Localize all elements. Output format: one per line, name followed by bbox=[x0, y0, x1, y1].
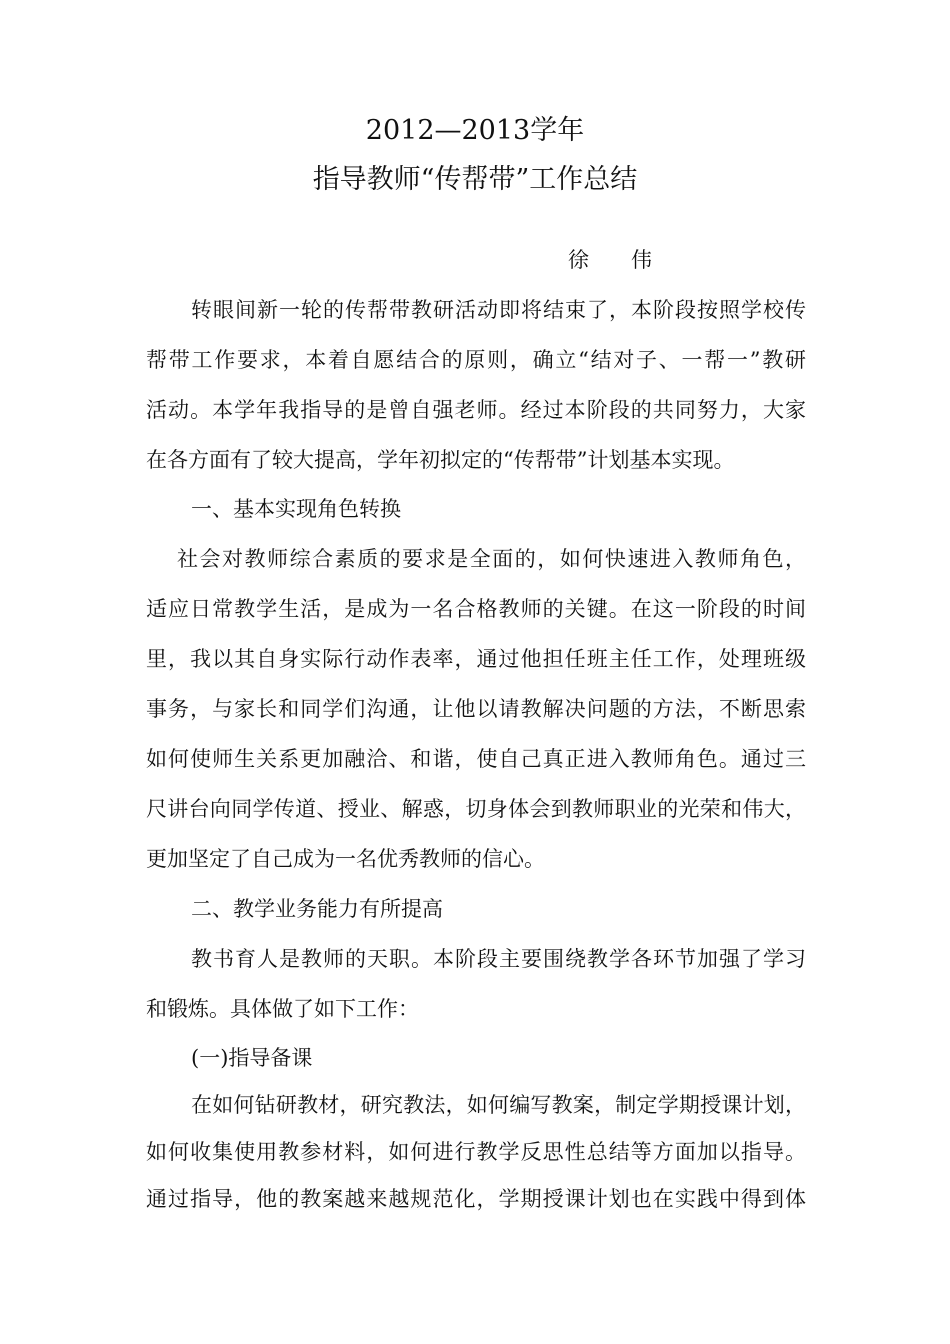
paragraph-line: 通过指导，他的教案越来越规范化，学期授课计划也在实践中得到体 bbox=[146, 1187, 806, 1211]
paragraph-line: 在各方面有了较大提高，学年初拟定的“传帮带”计划基本实现。 bbox=[146, 448, 735, 472]
author-given-name: 伟 bbox=[631, 248, 652, 272]
section-heading: 一、基本实现角色转换 bbox=[191, 497, 401, 521]
paragraph-line: 更加坚定了自己成为一名优秀教师的信心。 bbox=[146, 847, 545, 871]
author-name bbox=[568, 242, 652, 278]
paragraph-line: 在如何钻研教材，研究教法，如何编写教案，制定学期授课计划， bbox=[191, 1093, 806, 1117]
paragraph-line: 活动。本学年我指导的是曾自强老师。经过本阶段的共同努力，大家 bbox=[146, 398, 806, 422]
document-title-year: 2012—2013学年 bbox=[365, 115, 585, 146]
paragraph-line: 帮带工作要求，本着自愿结合的原则，确立“结对子、一帮一”教研 bbox=[146, 348, 806, 372]
paragraph-line: 如何收集使用教参材料，如何进行教学反思性总结等方面加以指导。 bbox=[146, 1140, 806, 1164]
section-heading: 二、教学业务能力有所提高 bbox=[191, 897, 443, 921]
paragraph-line: 如何使师生关系更加融洽、和谐，使自己真正进入教师角色。通过三 bbox=[146, 747, 806, 771]
paragraph-line: 事务，与家长和同学们沟通，让他以请教解决问题的方法，不断思索 bbox=[146, 697, 806, 721]
paragraph-line: 尺讲台向同学传道、授业、解惑，切身体会到教师职业的光荣和伟大， bbox=[146, 797, 806, 821]
paragraph-line: 社会对教师综合素质的要求是全面的，如何快速进入教师角色， bbox=[177, 547, 806, 571]
subsection-heading: (一)指导备课 bbox=[191, 1046, 313, 1070]
paragraph-line: 适应日常教学生活，是成为一名合格教师的关键。在这一阶段的时间 bbox=[146, 597, 806, 621]
paragraph-line: 教书育人是教师的天职。本阶段主要围绕教学各环节加强了学习 bbox=[191, 947, 806, 971]
paragraph-line: 转眼间新一轮的传帮带教研活动即将结束了，本阶段按照学校传 bbox=[191, 298, 806, 322]
paragraph-line: 和锻炼。具体做了如下工作： bbox=[146, 997, 419, 1021]
paragraph-line: 里，我以其自身实际行动作表率，通过他担任班主任工作，处理班级 bbox=[146, 647, 806, 671]
document-title: 指导教师“传帮带”工作总结 bbox=[312, 164, 638, 195]
author-surname: 徐 bbox=[568, 248, 589, 272]
